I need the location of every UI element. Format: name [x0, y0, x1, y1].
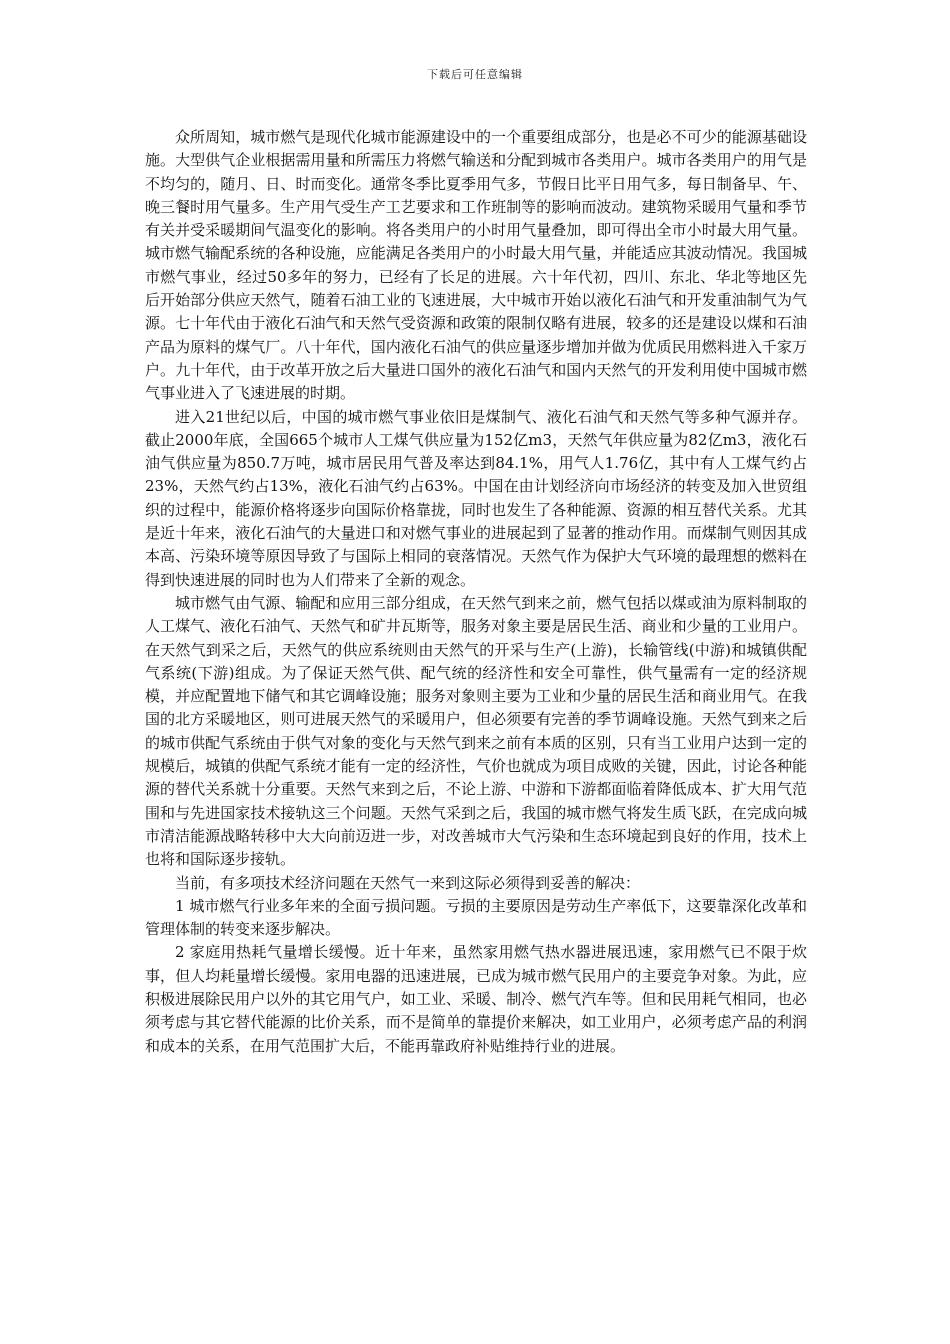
paragraph-21st-century: 进入21世纪以后，中国的城市燃气事业依旧是煤制气、液化石油气和天然气等多种气源并存。截止2000年底，全国665个城市人工煤气供应量为152亿m3，天然气年供应量为82亿m3，液化石油气供应量为850.7万吨，城市居民用气普及率达到84.1%，用气人1.76亿，其中有人工煤气约占23%，天然气约占13%，液化石油气约占63%。中国在由计划经济向市场经济的转变及加入世贸组织的过程中，能源价格将逐步向国际价格靠拢，同时也发生了各种能源、资源的相互替代关系。尤其是近十年来，液化石油气的大量进口和对燃气事业的进展起到了显著的推动作用。而煤制气则因其成本高、污染环境等原因导致了与国际上相同的衰落情况。天然气作为保护大气环境的最理想的燃料在得到快速进展的同时也为人们带来了全新的观念。 — [145, 407, 807, 589]
document-body — [145, 126, 807, 1058]
paragraph-issues-intro: 当前，有多项技术经济问题在天然气一来到这际必须得到妥善的解决： — [175, 873, 641, 892]
paragraph-composition: 城市燃气由气源、输配和应用三部分组成，在天然气到来之前，燃气包括以煤或油为原料制取的人工煤气、液化石油气、天然气和矿井瓦斯等，服务对象主要是居民生活、商业和少量的工业用户。在天然气到采之后，天然气的供应系统则由天然气的开采与生产(上游)，长输管线(中游)和城镇供配气系统(下游)组成。为了保证天然气供、配气统的经济性和安全可靠性，供气量需有一定的经济规模，并应配置地下储气和其它调峰设施；服务对象则主要为工业和少量的居民生活和商业用气。在我国的北方采暖地区，则可进展天然气的采暖用户，但必须要有完善的季节调峰设施。天然气到来之后的城市供配气系统由于供气对象的变化与天然气到来之前有本质的区别，只有当工业用户达到一定的规模后，城镇的供配气系统才能有一定的经济性，气价也就成为项目成败的关键，因此，讨论各种能源的替代关系就十分重要。天然气来到之后，不论上游、中游和下游都面临着降低成本、扩大用气范围和与先进国家技术接轨这三个问题。天然气采到之后，我国的城市燃气将发生质飞跃，在完成向城市清洁能源战略转移中大大向前迈进一步，对改善城市大气污染和生态环境起到良好的作用，技术上也将和国际逐步接轨。 — [145, 593, 807, 869]
page-header: 下载后可任意编辑 — [427, 68, 523, 81]
paragraph-intro: 众所周知，城市燃气是现代化城市能源建设中的一个重要组成部分，也是必不可少的能源基础设施。大型供气企业根据需用量和所需压力将燃气输送和分配到城市各类用户。城市各类用户的用气是不均匀的，随月、日、时而变化。通常冬季比夏季用气多，节假日比平日用气多，每日制备早、午、晚三餐时用气量多。生产用气受生产工艺要求和工作班制等的影响而波动。建筑物采暖用气量和季节有关并受采暖期间气温变化的影响。将各类用户的小时用气量叠加，即可得出全市小时最大用气量。城市燃气输配系统的各种设施，应能满足各类用户的小时最大用气量，并能适应其波动情况。我国城市燃气事业，经过50多年的努力，已经有了长足的进展。六十年代初，四川、东北、华北等地区先后开始部分供应天然气，随着石油工业的飞速进展，大中城市开始以液化石油气和开发重油制气为气源。七十年代由于液化石油气和天然气受资源和政策的限制仅略有进展，较多的还是建设以煤和石油产品为原料的煤气厂。八十年代，国内液化石油气的供应量逐步增加并做为优质民用燃料进入千家万户。九十年代，由于改革开放之后大量进口国外的液化石油气和国内天然气的开发利用使中国城市燃气事业进入了飞速进展的时期。 — [145, 128, 807, 403]
paragraph-issue-2: 2 家庭用热耗气量增长缓慢。近十年来，虽然家用燃气热水器进展迅速，家用燃气已不限于炊事，但人均耗量增长缓慢。家用电器的迅速进展，已成为城市燃气民用户的主要竞争对象。为此，应积极进展除民用户以外的其它用气户，如工业、采暖、制冷、燃气汽车等。但和民用耗气相同，也必须考虑与其它替代能源的比价关系，而不是简单的靠提价来解决，如工业用户，必须考虑产品的利润和成本的关系，在用气范围扩大后，不能再靠政府补贴维持行业的进展。 — [145, 943, 807, 1055]
paragraph-issue-1: 1 城市燃气行业多年来的全面亏损问题。亏损的主要原因是劳动生产率低下，这要靠深化改革和管理体制的转变来逐步解决。 — [145, 896, 807, 939]
